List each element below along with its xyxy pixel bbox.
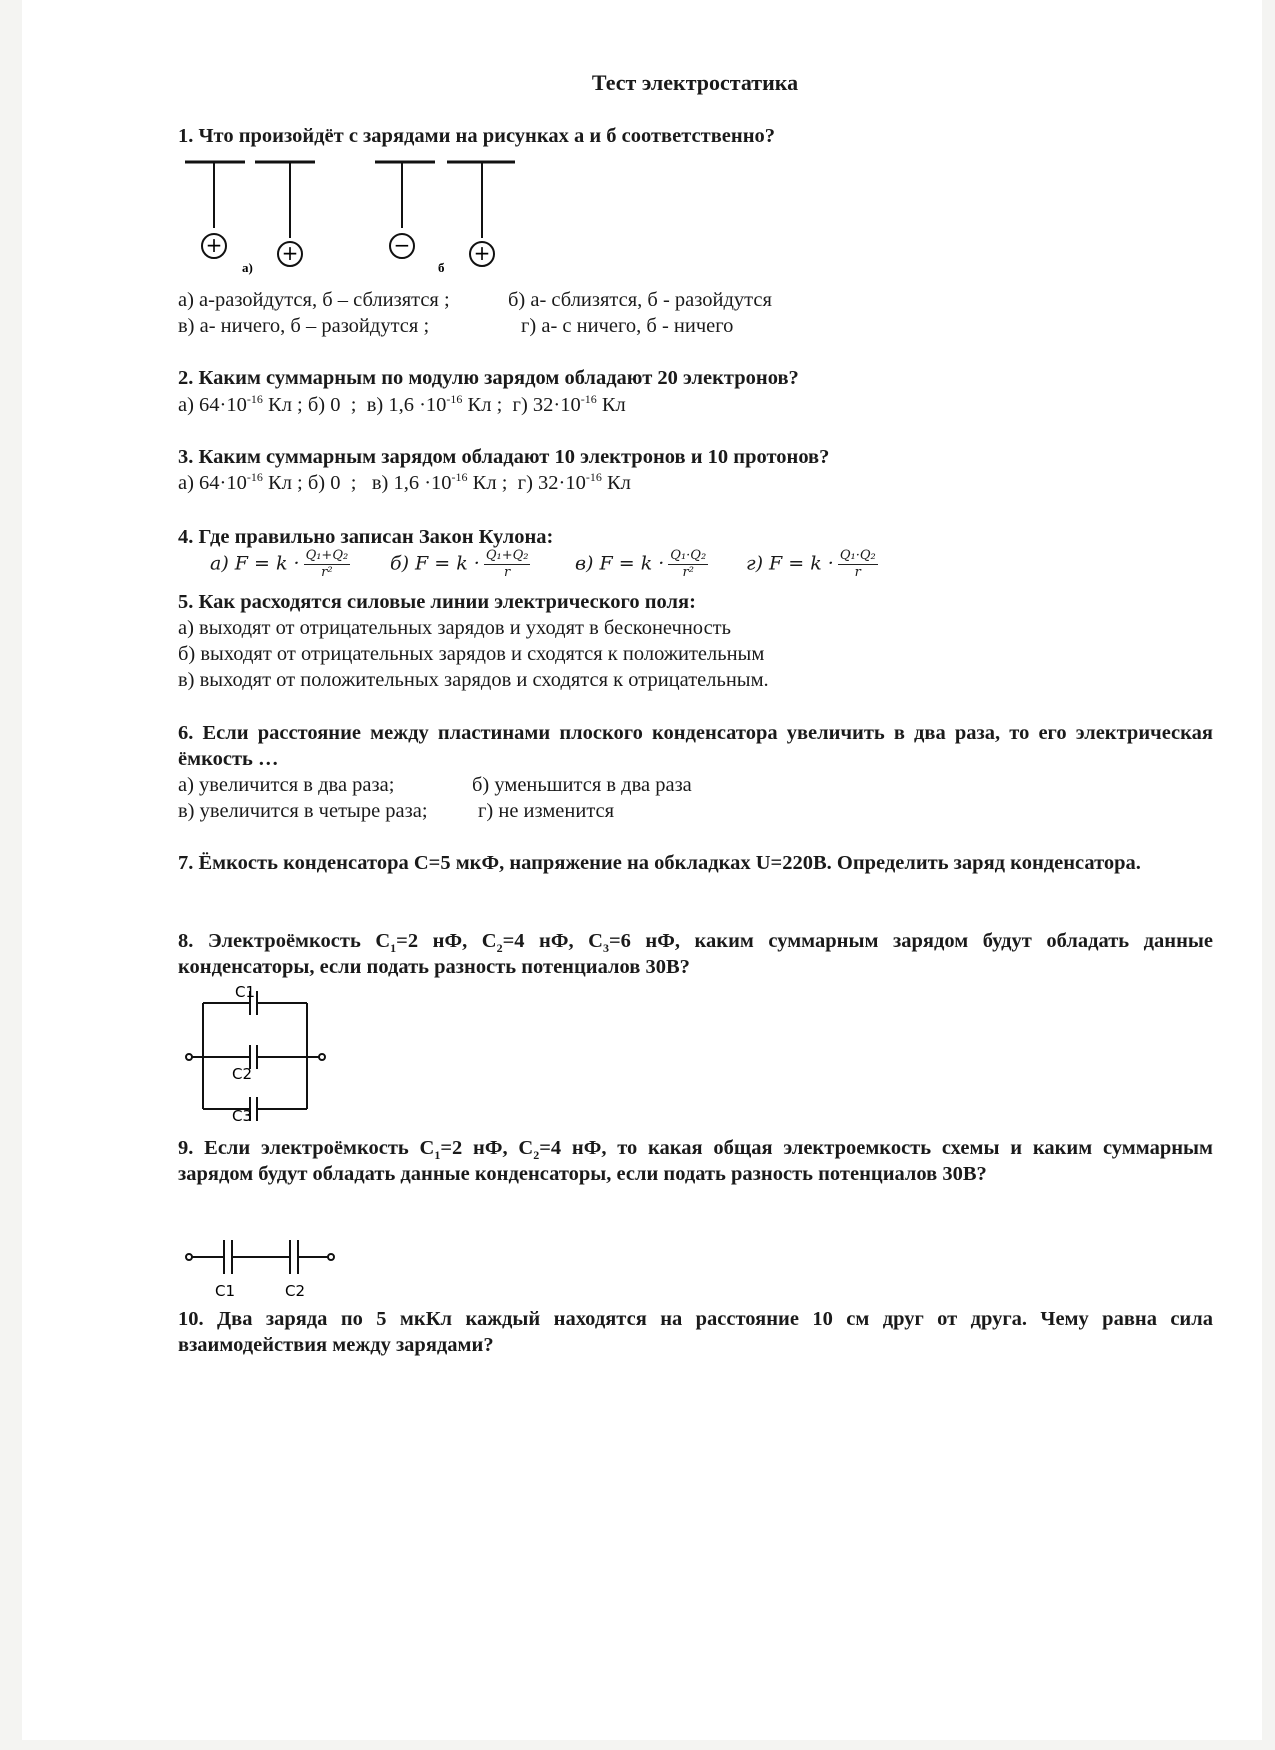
q6-options xyxy=(178,772,1213,824)
terminal-icon xyxy=(186,1254,192,1260)
numerator: Q₁+Q₂ xyxy=(485,548,529,563)
q8-text: =2 нФ, С xyxy=(396,930,497,952)
q1-option-c: в) а- ничего, б – разойдутся ; xyxy=(178,315,430,337)
q6-option-d: г) не изменится xyxy=(478,800,615,822)
formula-label: г) F = k · xyxy=(746,552,834,575)
q3-header: 3. Каким суммарным зарядом обладают 10 электронов и 10 протонов? xyxy=(178,446,830,468)
q2-opt-c: в) 1,6 ·10 xyxy=(366,394,447,416)
q3-opt-d: г) 32·10 xyxy=(517,472,586,494)
charge-sign: + xyxy=(281,241,299,265)
exponent: -16 xyxy=(585,470,602,485)
capacitor-label: C1 xyxy=(215,1282,236,1298)
exponent: -16 xyxy=(246,470,263,485)
fig-label-a: а) xyxy=(242,260,253,275)
unit: Кл ; xyxy=(467,472,518,494)
q10-header: 10. Два заряда по 5 мкКл каждый находятся на расстояние 10 см друг от друга. Чему равна сила взаимодействия между зарядами? xyxy=(178,1308,1213,1356)
denominator: r xyxy=(504,565,511,580)
unit: Кл ; xyxy=(262,472,308,494)
charge-sign: + xyxy=(205,233,223,257)
q5-option-a: а) выходят от отрицательных зарядов и уходят в бесконечность xyxy=(178,617,731,639)
q6-option-b: б) уменьшится в два раза xyxy=(472,774,692,796)
q6-option-c: в) увеличится в четыре раза; xyxy=(178,800,428,822)
parallel-capacitor-circuit xyxy=(185,985,335,1125)
q9-text: 9. Если электроёмкость С xyxy=(178,1137,435,1159)
q2-options xyxy=(178,392,1213,418)
formula-d xyxy=(746,548,878,581)
q5-header: 5. Как расходятся силовые линии электрического поля: xyxy=(178,591,696,613)
q1-option-d: г) а- с ничего, б - ничего xyxy=(521,315,734,337)
q3-options xyxy=(178,470,1213,496)
q8-text: =4 нФ, С xyxy=(502,930,603,952)
denominator: r xyxy=(854,565,861,580)
q3-opt-b: б) 0 ; xyxy=(307,472,372,494)
subscript: 1 xyxy=(390,941,397,956)
subscript: 2 xyxy=(496,941,503,956)
capacitor-label: C2 xyxy=(285,1282,306,1298)
q2-opt-a: а) 64·10 xyxy=(178,394,247,416)
q5-option-b: б) выходят от отрицательных зарядов и сходятся к положительным xyxy=(178,643,765,665)
q1-options xyxy=(178,287,1213,339)
q2-opt-d: г) 32·10 xyxy=(512,394,581,416)
q8-text: =6 нФ, каким суммарным зарядом будут обладать данные конденсаторы, если подать разность потенциалов 30В? xyxy=(178,930,1214,978)
capacitor-label: C3 xyxy=(232,1107,253,1125)
denominator: r² xyxy=(682,565,694,580)
unit: Кл ; xyxy=(462,394,513,416)
page-title: Тест электростатика xyxy=(591,70,799,95)
terminal-icon xyxy=(186,1054,192,1060)
unit: Кл ; xyxy=(262,394,308,416)
q8-header xyxy=(178,928,1213,980)
q6-option-a: а) увеличится в два раза; xyxy=(178,774,395,796)
terminal-icon xyxy=(328,1254,334,1260)
exponent: -16 xyxy=(451,470,468,485)
exponent: -16 xyxy=(246,392,263,407)
formula-label: в) F = k · xyxy=(575,552,665,575)
q2-opt-b: б) 0 ; xyxy=(307,394,367,416)
capacitor-label: C1 xyxy=(235,985,256,1001)
subscript: 3 xyxy=(602,941,609,956)
numerator: Q₁+Q₂ xyxy=(305,548,349,563)
formula-c xyxy=(575,548,708,581)
q8-text: 8. Электроёмкость С xyxy=(178,930,391,952)
charge-sign: − xyxy=(393,233,411,257)
q5-options xyxy=(178,615,1213,693)
q1-figure xyxy=(170,150,540,275)
subscript: 1 xyxy=(434,1148,441,1163)
capacitor-label: C2 xyxy=(232,1065,253,1083)
denominator: r² xyxy=(321,565,333,580)
q7-header: 7. Ёмкость конденсатора С=5 мкФ, напряжение на обкладках U=220В. Определить заряд конденсатора. xyxy=(178,852,1141,874)
charge-sign: + xyxy=(473,241,491,265)
q1-option-b: б) а- сблизятся, б - разойдутся xyxy=(508,289,772,311)
q3-opt-c: в) 1,6 ·10 xyxy=(371,472,452,494)
formula-b xyxy=(390,548,530,581)
q9-text: =2 нФ, С xyxy=(440,1137,534,1159)
q3-opt-a: а) 64·10 xyxy=(178,472,247,494)
subscript: 2 xyxy=(533,1148,540,1163)
formula-a xyxy=(210,548,350,581)
numerator: Q₁·Q₂ xyxy=(839,548,876,563)
formula-label: а) F = k · xyxy=(210,552,300,575)
q9-header xyxy=(178,1135,1213,1187)
q4-header: 4. Где правильно записан Закон Кулона: xyxy=(178,526,554,548)
terminal-icon xyxy=(319,1054,325,1060)
q9-text: =4 нФ, то какая общая электроемкость схемы и каким суммарным зарядом будут обладать данные конденсаторы, если подать разность потенциалов 30В? xyxy=(178,1137,1214,1185)
q5-option-c: в) выходят от положительных зарядов и сходятся к отрицательным. xyxy=(178,669,769,691)
fig-label-b: б xyxy=(438,260,445,275)
q1-option-a: а) а-разойдутся, б – сблизятся ; xyxy=(178,289,450,311)
exponent: -16 xyxy=(446,392,463,407)
unit: Кл xyxy=(601,472,631,494)
unit: Кл xyxy=(596,394,626,416)
series-capacitor-circuit xyxy=(185,1232,345,1298)
numerator: Q₁·Q₂ xyxy=(670,548,707,563)
formula-label: б) F = k · xyxy=(390,552,480,575)
exponent: -16 xyxy=(580,392,597,407)
q2-header: 2. Каким суммарным по модулю зарядом обладают 20 электронов? xyxy=(178,367,799,389)
q1-header: 1. Что произойдёт с зарядами на рисунках а и б соответственно? xyxy=(178,125,776,147)
q6-header: 6. Если расстояние между пластинами плоского конденсатора увеличить в два раза, то его электрическая ёмкость … xyxy=(178,722,1213,770)
